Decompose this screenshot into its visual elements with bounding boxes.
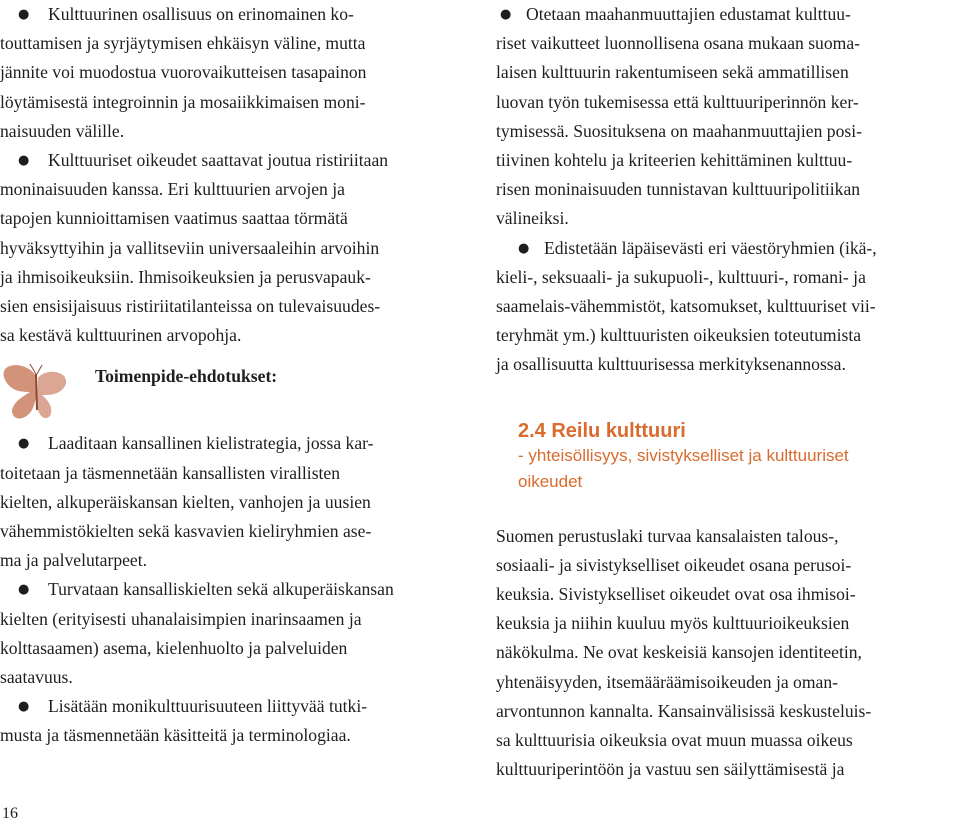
measure-national-languages: ● Turvataan kansalliskielten sekä alkuperäiskansan kielten (erityisesti uhanalaisimpien inarinsaamen ja kolttasaamen) asema, kielenhuolto ja palveluiden saatavuus. [0, 575, 475, 692]
page-number: 16 [2, 805, 18, 822]
measure-language-strategy: ● Laaditaan kansallinen kielistrategia, jossa kar- toitetaan ja täsmennetään kansallisten virallisten kielten, alkuperäiskansan kielten, vanhojen ja uusien vähemmistökielten sekä kasvavien kieliryhmien ase- ma ja palvelutarpeet. [0, 429, 475, 575]
measures-title: Toimenpide-ehdotukset: [95, 366, 278, 387]
measure-population-groups: ● Edistetään läpäisevästi eri väestöryhmien (ikä-, kieli-, seksuaali- ja sukupuoli-, kulttuuri-, romani- ja saamelais-vähemmistöt, katsomukset, kulttuuriset vii- teryhmät ym.) kulttuuristen oikeuksien toteutumista ja osallisuutta kulttuurisessa merkityksenannossa. [496, 234, 958, 380]
paragraph-cultural-rights: ● Kulttuuriset oikeudet saattavat joutua ristiriitaan moninaisuuden kanssa. Eri kulttuurien arvojen ja tapojen kunnioittamisen vaatimus saattaa törmätä hyväksyttyihin ja vallitseviin universaaleihin arvoihin ja ihmisoikeuksiin. Ihmisoikeuksien ja perusvapauk- sien ensisijaisuus ristiriitatilanteissa on tulevaisuudes- sa kestävä kulttuurinen arvopohja. [0, 146, 475, 350]
right-column [496, 0, 958, 784]
left-column [0, 0, 475, 751]
bullet-icon: ● [18, 436, 30, 452]
measures-heading [0, 362, 475, 424]
bullet-icon: ● [500, 7, 512, 22]
bullet-icon: ● [18, 7, 30, 22]
section-title: 2.4 Reilu kulttuuri [518, 419, 686, 442]
measure-immigrant-influences: ● Otetaan maahanmuuttajien edustamat kulttuu- riset vaikutteet luonnollisena osana mukaan suoma- laisen kulttuurin rakentumiseen sekä ammatillisen luovan työn tukemisessa että kulttuuriperinnön ker- tymisessä. Suosituksena on maahanmuuttajien posi- tiivinen kohtelu ja kriteerien kehittäminen kulttuu- risen moninaisuuden tunnistavan kulttuuripolitiikan välineiksi. [496, 0, 958, 234]
butterfly-icon [0, 362, 72, 424]
paragraph-cultural-participation: ● Kulttuurinen osallisuus on erinomainen ko- touttamisen ja syrjäytymisen ehkäisyn väline, mutta jännite voi muodostua vuorovaikutteisen tasapainon löytämisestä integroinnin ja mosaiikkimaisen moni- naisuuden välille. [0, 0, 475, 146]
bullet-icon: ● [518, 240, 530, 256]
bullet-icon: ● [18, 699, 30, 715]
section-subtitle: - yhteisöllisyys, sivistykselliset ja kulttuuriset oikeudet [518, 445, 849, 491]
bullet-icon: ● [18, 582, 30, 598]
body-paragraph: Suomen perustuslaki turvaa kansalaisten talous-, sosiaali- ja sivistykselliset oikeudet osana perusoi- keuksia. Sivistykselliset oikeudet ovat osa ihmisoi- keuksia ja niihin kuuluu myös kulttuurioikeuksien näkökulma. Ne ovat keskeisiä kansojen identiteetin, yhtenäisyyden, itsemääräämisoikeuden ja oman- arvontunnon kannalta. Kansainvälisissä keskusteluis- sa kulttuurisia oikeuksia ovat muun muassa oikeus kulttuuriperintöön ja vastuu sen säilyttämisestä ja [496, 525, 872, 780]
measure-research: ● Lisätään monikulttuurisuuteen liittyvää tutki- musta ja täsmennetään käsitteitä ja terminologiaa. [0, 692, 475, 750]
bullet-icon: ● [18, 153, 30, 169]
